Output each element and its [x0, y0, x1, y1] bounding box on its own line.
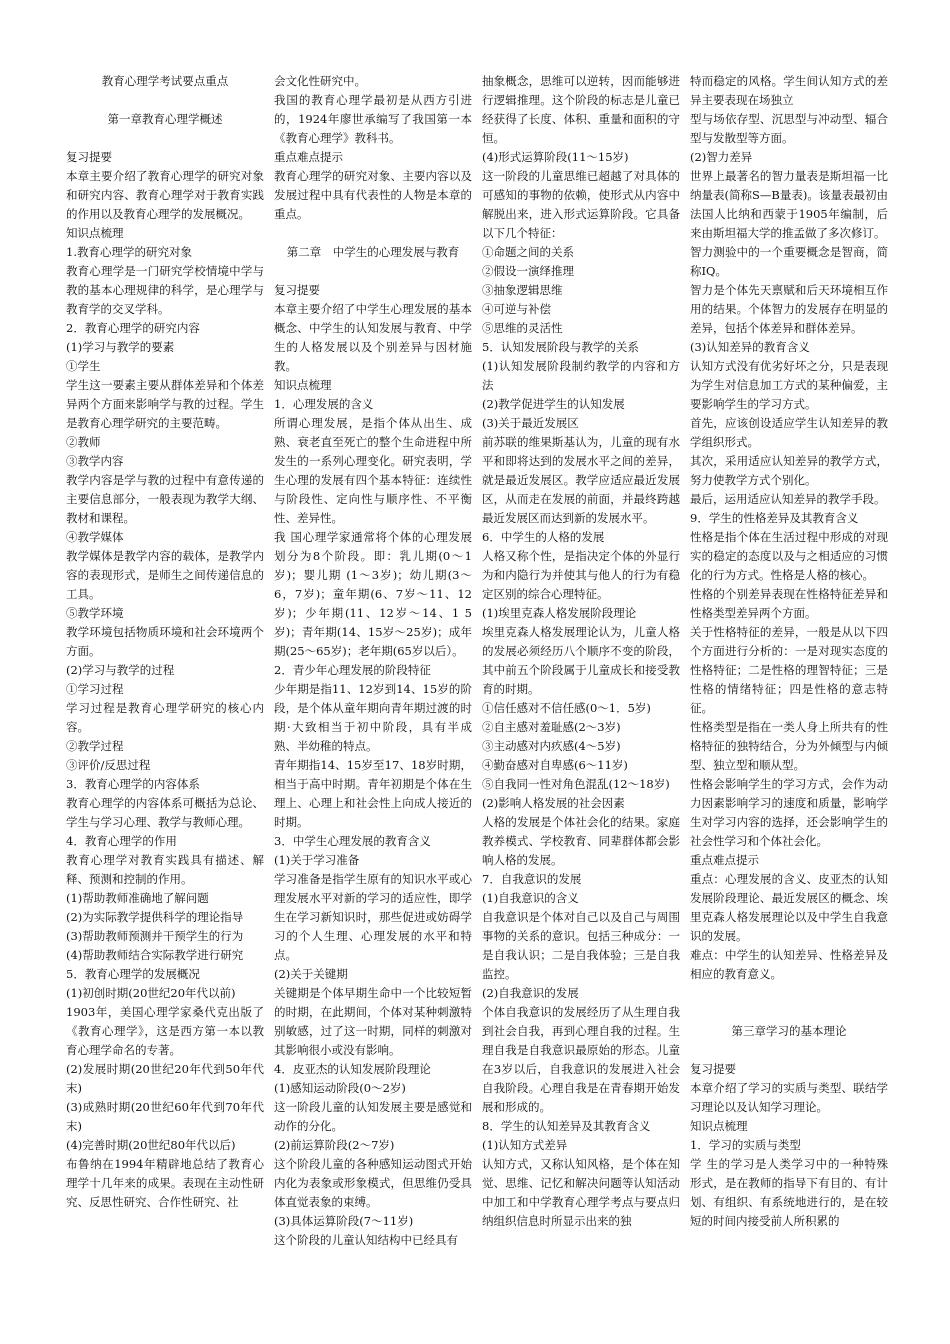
text-paragraph: ③教学内容 — [66, 454, 124, 468]
text-paragraph: 4．皮亚杰的认知发展阶段理论 — [274, 1062, 431, 1076]
text-paragraph: 本章主要介绍了中学生心理发展的基本概念、中学生的认知发展与教育、中学生的人格发展以及个别差异与因材施教。 — [274, 302, 472, 373]
text-paragraph: (1)感知运动阶段(0～2岁) — [274, 1081, 406, 1095]
blank-line — [274, 224, 472, 243]
text-paragraph: 性格类型是指在一类人身上所共有的性格特征的独特结合，分为外倾型与内倾型、独立型和顺从型。 — [690, 720, 888, 772]
text-paragraph: (3)成熟时期(20世纪60年代到70年代末) — [66, 1100, 264, 1133]
text-paragraph: 复习提要 — [274, 283, 320, 297]
text-paragraph: 所谓心理发展，是指个体从出生、成熟、衰老直至死亡的整个生命进程中所发生的一系列心理变化。研究表明，学生心理的发展有四个基本特征：连续性与阶段性、定向性与顺序性、不平衡性、差异性。 — [274, 416, 472, 525]
text-paragraph: ④教学媒体 — [66, 530, 124, 544]
text-paragraph: 首先，应该创设适应学生认知差异的教学组织形式。 — [690, 416, 888, 449]
text-paragraph: 智力测验中的一个重要概念是智商，简称IQ。 — [690, 245, 888, 278]
text-paragraph: (3)认知差异的教育含义 — [690, 340, 810, 354]
text-paragraph: (3)帮助教师预测并干预学生的行为 — [66, 929, 244, 943]
text-paragraph: 学 生的学习是人类学习中的一种特殊形式，是在教师的指导下有目的、有计划、有组织、有系统地进行的，是在较短的时间内接受前人所积累的 — [690, 1157, 888, 1228]
text-paragraph: 3．教育心理学的内容体系 — [66, 777, 200, 791]
text-paragraph: (2)自我意识的发展 — [482, 986, 579, 1000]
text-paragraph: (2)为实际教学提供科学的理论指导 — [66, 910, 244, 924]
text-paragraph: 7．自我意识的发展 — [482, 872, 582, 886]
text-paragraph: (2)关于关键期 — [274, 967, 348, 981]
text-paragraph: (4)帮助教师结合实际教学进行研究 — [66, 948, 244, 962]
section-heading: 第三章学习的基本理论 — [731, 1024, 847, 1038]
text-column-3 — [482, 72, 680, 1322]
section-heading: 第二章 中学生的心理发展与教育 — [286, 245, 460, 259]
text-paragraph: 教学环境包括物质环境和社会环境两个方面。 — [66, 625, 264, 658]
text-paragraph: 4．教育心理学的作用 — [66, 834, 177, 848]
text-paragraph: ③主动感对内疚感(4～5岁) — [482, 739, 621, 753]
text-paragraph: 学习准备是指学生原有的知识水平或心理发展水平对新的学习的适应性，即学生在学习新知识时，那些促进或妨碍学习的个人生理、心理发展的水平和特点。 — [274, 872, 472, 962]
text-paragraph: 1.教育心理学的研究对象 — [66, 245, 192, 259]
text-paragraph: ①命题之间的关系 — [482, 245, 574, 259]
text-paragraph: ⑤自我同一性对角色混乱(12～18岁) — [482, 777, 670, 791]
text-paragraph: 知识点梳理 — [690, 1119, 748, 1133]
text-paragraph: ①学生 — [66, 359, 101, 373]
text-paragraph: 教学媒体是教学内容的载体，是教学内容的表现形式，是师生之间传递信息的工具。 — [66, 549, 264, 601]
text-paragraph: 5．认知发展阶段与教学的关系 — [482, 340, 639, 354]
blank-line — [66, 91, 264, 110]
text-paragraph: (3)具体运算阶段(7～11岁) — [274, 1214, 414, 1228]
text-paragraph: (2)发展时期(20世纪20年代到50年代末) — [66, 1062, 264, 1095]
section-heading: 第一章教育心理学概述 — [107, 112, 223, 126]
text-paragraph: 2．教育心理学的研究内容 — [66, 321, 200, 335]
text-paragraph: 性格是指个体在生活过程中形成的对现实的稳定的态度以及与之相适应的习惯化的行为方式。性格是人格的核心。 — [690, 530, 888, 582]
text-paragraph: (1)初创时期(20世纪20年代以前) — [66, 986, 236, 1000]
text-paragraph: (4)形式运算阶段(11～15岁) — [482, 150, 629, 164]
text-paragraph: 会文化性研究中。 — [274, 74, 366, 88]
text-paragraph: (2)教学促进学生的认知发展 — [482, 397, 625, 411]
text-paragraph: 智力是个体先天禀赋和后天环境相互作用的结果。个体智力的发展存在明显的差异，包括个体差异和群体差异。 — [690, 283, 888, 335]
text-paragraph: 1903年，美国心理学家桑代克出版了《教育心理学》，这是西方第一本以教育心理学命名的专著。 — [66, 1005, 264, 1057]
blank-line — [690, 1003, 888, 1022]
text-paragraph: 前苏联的维果斯基认为，儿童的现有水平和即将达到的发展水平之间的差异，就是最近发展区。教学应适应最近发展区，从而走在发展的前面，并最终跨越最近发展区而达到新的发展水平。 — [482, 435, 680, 525]
text-paragraph: (2)智力差异 — [690, 150, 753, 164]
text-paragraph: ②自主感对羞耻感(2～3岁) — [482, 720, 621, 734]
text-paragraph: (2)学习与教学的过程 — [66, 663, 175, 677]
text-paragraph: ②假设一演绎推理 — [482, 264, 574, 278]
text-paragraph: 6．中学生的人格的发展 — [482, 530, 605, 544]
blank-line — [66, 129, 264, 148]
text-paragraph: 我国的教育心理学最初是从西方引进的，1924年廖世承编写了我国第一本《教育心理学》教科书。 — [274, 93, 472, 145]
text-paragraph: 1．学习的实质与类型 — [690, 1138, 801, 1152]
text-paragraph: 青年期指14、15岁至17、18岁时期，相当于高中时期。青年初期是个体在生理上、心理上和社会性上向成人接近的时期。 — [274, 758, 472, 829]
text-paragraph: ①信任感对不信任感(0～1．5岁) — [482, 701, 651, 715]
text-paragraph: 教育心理学的研究对象、主要内容以及发展过程中具有代表性的人物是本章的重点。 — [274, 169, 472, 221]
text-paragraph: 关于性格特征的差异，一般是从以下四个方面进行分析的：一是对现实态度的性格特征；二是性格的理智特征；三是性格的情绪特征；四是性格的意志特征。 — [690, 625, 888, 715]
blank-line — [690, 984, 888, 1003]
text-paragraph: ④可逆与补偿 — [482, 302, 551, 316]
text-paragraph: (1)帮助教师准确地了解问题 — [66, 891, 209, 905]
text-paragraph: 1．心理发展的含义 — [274, 397, 374, 411]
text-column-4 — [690, 72, 888, 1322]
document-page — [66, 72, 888, 1322]
text-paragraph: 本章主要介绍了教育心理学的研究对象和研究内容、教育心理学对于教育实践的作用以及教育心理学的发展概况。 — [66, 169, 264, 221]
text-paragraph: 布鲁纳在1994年精辟地总结了教育心理学十几年来的成果。表现在主动性研究、反思性研究、合作性研究、社 — [66, 1157, 264, 1209]
text-paragraph: (1)埃里克森人格发展阶段理论 — [482, 606, 637, 620]
text-paragraph: ③评价/反思过程 — [66, 758, 151, 772]
text-paragraph: 复习提要 — [66, 150, 112, 164]
text-paragraph: 抽象概念，思维可以逆转，因而能够进行逻辑推理。这个阶段的标志是儿童已经获得了长度、体积、重量和面积的守恒。 — [482, 74, 680, 145]
text-paragraph: ③抽象逻辑思维 — [482, 283, 563, 297]
text-column-1 — [66, 72, 264, 1322]
blank-line — [274, 262, 472, 281]
text-paragraph: (1)关于学习准备 — [274, 853, 360, 867]
text-paragraph: ④勤奋感对自卑感(6～11岁) — [482, 758, 628, 772]
text-paragraph: ①学习过程 — [66, 682, 124, 696]
text-paragraph: 知识点梳理 — [274, 378, 332, 392]
text-paragraph: 教学内容是学与教的过程中有意传递的主要信息部分，一般表现为教学大纲、教材和课程。 — [66, 473, 264, 525]
text-paragraph: 这个阶段儿童的各种感知运动图式开始内化为表象或形象模式，但思维仍受具体直觉表象的束缚。 — [274, 1157, 472, 1209]
text-paragraph: ②教学过程 — [66, 739, 124, 753]
text-paragraph: 重点难点提示 — [274, 150, 343, 164]
text-paragraph: 认知方式没有优劣好坏之分，只是表现为学生对信息加工方式的某种偏爱，主要影响学生的学习方式。 — [690, 359, 888, 411]
text-paragraph: 这一阶段儿童的认知发展主要是感觉和动作的分化。 — [274, 1100, 472, 1133]
text-paragraph: 教育心理学的内容体系可概括为总论、学生与学习心理、教学与教师心理。 — [66, 796, 264, 829]
text-paragraph: 重点难点提示 — [690, 853, 759, 867]
text-paragraph: 8．学生的认知差异及其教育含义 — [482, 1119, 651, 1133]
text-paragraph: 特而稳定的风格。学生间认知方式的差异主要表现在场独立 — [690, 74, 888, 107]
text-paragraph: 学生这一要素主要从群体差异和个体差异两个方面来影响学与教的过程。学生是教育心理学研究的主要范畴。 — [66, 378, 264, 430]
text-paragraph: 这一阶段的儿童思维已超越了对具体的可感知的事物的依赖，使形式从内容中解脱出来，进入形式运算阶段。它具备以下几个特征： — [482, 169, 680, 240]
section-heading: 教育心理学考试要点重点 — [101, 74, 229, 88]
text-paragraph: 人格的发展是个体社会化的结果。家庭教养模式、学校教育、同辈群体都会影响人格的发展。 — [482, 815, 680, 867]
text-paragraph: (1)学习与教学的要素 — [66, 340, 175, 354]
text-paragraph: 我 国心理学家通常将个体的心理发展划分为8个阶段。即：乳儿期(0～1岁)；婴儿期 (1～3岁)；幼儿期(3～6，7岁)；童年期(6、7岁～11、12岁)；少年期(11、12岁～14、1 5岁)；青年期(14、15岁～25岁)；成年期(25～65岁)；老年期(65岁以后）。 — [274, 530, 472, 658]
text-paragraph: (1)认知方式差异 — [482, 1138, 568, 1152]
text-paragraph: 性格的个别差异表现在性格特征差异和性格类型差异两个方面。 — [690, 587, 888, 620]
text-paragraph: 关键期是个体早期生命中一个比较短暂的时期，在此期间，个体对某种刺激特别敏感，过了这一时期，同样的刺激对其影响很小或没有影响。 — [274, 986, 472, 1057]
text-paragraph: 知识点梳理 — [66, 226, 124, 240]
text-paragraph: 型与场依存型、沉思型与冲动型、辐合型与发散型等方面。 — [690, 112, 888, 145]
text-paragraph: ⑤教学环境 — [66, 606, 124, 620]
text-paragraph: (1)自我意识的含义 — [482, 891, 579, 905]
text-paragraph: 教育心理学是一门研究学校情境中学与教的基本心理规律的科学，是心理学与教育学的交叉学科。 — [66, 264, 264, 316]
text-paragraph: ⑤思维的灵活性 — [482, 321, 563, 335]
text-paragraph: 本章介绍了学习的实质与类型、联结学习理论以及认知学习理论。 — [690, 1081, 888, 1114]
text-paragraph: 自我意识是个体对自己以及自己与周围事物的关系的意识。包括三种成分：一是自我认识；二是自我体验；三是自我监控。 — [482, 910, 680, 981]
text-paragraph: 人格又称个性，是指决定个体的外显行为和内隐行为并使其与他人的行为有稳定区别的综合心理特征。 — [482, 549, 680, 601]
text-paragraph: 2．青少年心理发展的阶段特征 — [274, 663, 431, 677]
text-paragraph: 难点：中学生的认知差异、性格差异及相应的教育意义。 — [690, 948, 888, 981]
text-paragraph: (3)关于最近发展区 — [482, 416, 579, 430]
blank-line — [690, 1041, 888, 1060]
text-paragraph: 3．中学生心理发展的教育含义 — [274, 834, 431, 848]
text-paragraph: ②教师 — [66, 435, 101, 449]
text-paragraph: (2)影响人格发展的社会因素 — [482, 796, 625, 810]
text-paragraph: 这个阶段的儿童认知结构中已经具有 — [274, 1233, 458, 1247]
text-paragraph: 个体自我意识的发展经历了从生理自我到社会自我，再到心理自我的过程。生理自我是自我意识最原始的形态。儿童在3岁以后，自我意识的发展进入社会自我阶段。心理自我是在青春期开始发展和形成的。 — [482, 1005, 680, 1114]
text-paragraph: 性格会影响学生的学习方式，会作为动力因素影响学习的速度和质量，影响学生对学习内容的选择，还会影响学生的社会性学习和个体社会化。 — [690, 777, 888, 848]
text-paragraph: 其次，采用适应认知差异的教学方式，努力使教学方式个别化。 — [690, 454, 888, 487]
text-paragraph: 5．教育心理学的发展概况 — [66, 967, 200, 981]
text-paragraph: 学习过程是教育心理学研究的核心内容。 — [66, 701, 264, 734]
text-paragraph: 少年期是指11、12岁到14、15岁的阶段，是个体从童年期向青年期过渡的时期·大致相当于初中阶段，具有半成熟、半幼稚的特点。 — [274, 682, 472, 753]
text-paragraph: (4)完善时期(20世纪80年代以后) — [66, 1138, 236, 1152]
text-paragraph: 9．学生的性格差异及其教育含义 — [690, 511, 859, 525]
text-paragraph: 认知方式，又称认知风格，是个体在知觉、思维、记忆和解决问题等认知活动中加工和中学教育心理学考点与要点归纳组织信息时所显示出来的独 — [482, 1157, 680, 1228]
text-paragraph: 复习提要 — [690, 1062, 736, 1076]
text-paragraph: 重点：心理发展的含义、皮亚杰的认知发展阶段理论、最近发展区的概念、埃里克森人格发展理论以及中学生自我意识的发展。 — [690, 872, 888, 943]
text-paragraph: 教育心理学对教育实践具有描述、解释、预测和控制的作用。 — [66, 853, 264, 886]
text-column-2 — [274, 72, 472, 1322]
text-paragraph: (2)前运算阶段(2～7岁) — [274, 1138, 395, 1152]
text-paragraph: 埃里克森人格发展理论认为，儿童人格的发展必须经历八个顺序不变的阶段，其中前五个阶段属于儿童成长和接受教育的时期。 — [482, 625, 680, 696]
text-paragraph: 最后，运用适应认知差异的教学手段。 — [690, 492, 886, 506]
text-paragraph: (1)认知发展阶段制约教学的内容和方法 — [482, 359, 680, 392]
text-paragraph: 世界上最著名的智力量表是斯坦福一比纳量表(简称S—B量表)。该量表最初由法国人比纳和西蒙于1905年编制，后来由斯坦福大学的推孟做了多次修订。 — [690, 169, 888, 240]
